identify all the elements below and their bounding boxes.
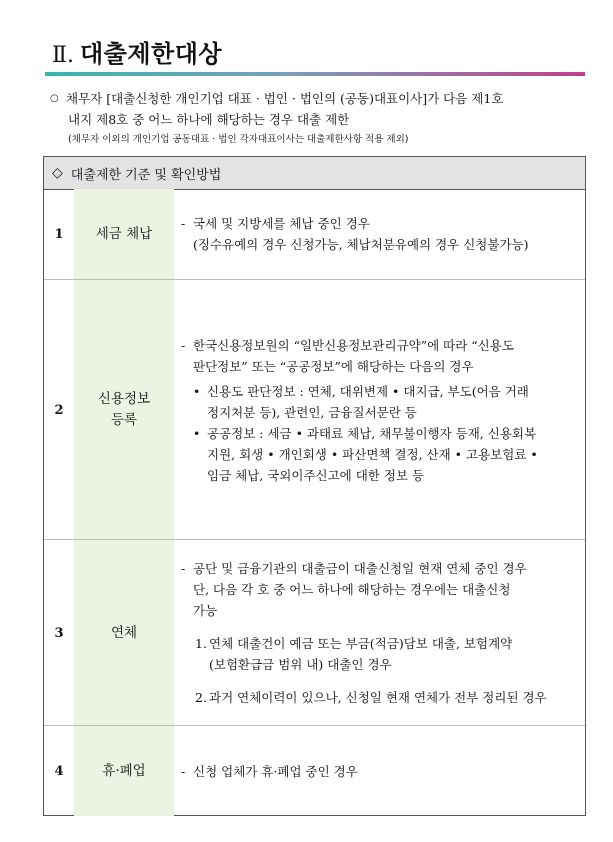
row-description xyxy=(174,540,585,726)
desc-line: 공공정보 : 세금 • 과태료 체납, 채무불이행자 등재, 신용회복 xyxy=(207,425,537,441)
row-description xyxy=(174,280,585,540)
intro-paragraph xyxy=(50,88,590,149)
table-header-label: 대출제한 기준 및 확인방법 xyxy=(70,167,222,183)
desc-line: 정지처분 등), 관련인, 금융질서문란 등 xyxy=(207,404,417,420)
row-number: 4 xyxy=(54,763,64,779)
row-description xyxy=(174,189,585,279)
table-row xyxy=(44,725,585,816)
bullet-marker: • xyxy=(193,383,201,399)
desc-line: 공단 및 금융기관의 대출금이 대출신청일 현재 연체 중인 경우 xyxy=(193,561,527,576)
desc-line: 지원, 회생 • 개인회생 • 파산면책 결정, 산재 • 고용보험료 • xyxy=(207,446,538,462)
desc-line: 신청 업체가 휴·폐업 중인 경우 xyxy=(193,763,358,779)
desc-line: 과거 연체이력이 있으나, 신청일 현재 연체가 전부 정리된 경우 xyxy=(209,690,547,705)
number-marker: 1. xyxy=(195,636,207,651)
dash-marker: - xyxy=(181,561,186,576)
row-number: 3 xyxy=(54,625,64,641)
desc-line: 단, 다음 각 호 중 어느 하나에 해당하는 경우에는 대출신청 xyxy=(193,582,511,597)
table-row xyxy=(44,189,585,279)
category-line: 신용정보 xyxy=(97,391,151,407)
desc-line: (보험환급금 범위 내) 대출인 경우 xyxy=(209,657,392,672)
desc-line: 판단정보” 또는 “공공정보”에 해당하는 다음의 경우 xyxy=(193,358,474,374)
row-number: 1 xyxy=(54,226,64,242)
row-category: 연체 xyxy=(74,540,174,726)
category-line: 등록 xyxy=(110,412,138,428)
section-number: Ⅱ. xyxy=(52,43,74,68)
row-category xyxy=(74,280,174,540)
desc-line: 임금 체납, 국외이주신고에 대한 정보 등 xyxy=(207,467,425,483)
desc-line: 한국신용정보원의 “일반신용정보관리규약”에 따라 “신용도 xyxy=(193,337,514,353)
table-row xyxy=(44,279,585,540)
table-row xyxy=(44,539,585,726)
row-category: 휴·폐업 xyxy=(74,726,174,816)
intro-note: (채무자 이외의 개인기업 공동대표 · 법인 각자대표이사는 대출제한사항 적용 제외) xyxy=(68,134,409,145)
desc-line: (징수유예의 경우 신청가능, 체납처분유예의 경우 신청불가능) xyxy=(193,237,529,252)
desc-line: 가능 xyxy=(193,603,218,618)
dash-marker: - xyxy=(181,763,186,779)
dash-marker: - xyxy=(181,216,186,231)
heading-underline xyxy=(45,72,585,76)
desc-line: 연체 대출건이 예금 또는 부금(적금)담보 대출, 보험계약 xyxy=(209,636,513,651)
desc-line: 신용도 판단정보 : 연체, 대위변제 • 대지급, 부도(어음 거래 xyxy=(207,383,529,399)
restriction-table xyxy=(43,156,586,816)
intro-line-2: 내지 제8호 중 어느 하나에 해당하는 경우 대출 제한 xyxy=(68,112,350,127)
row-description xyxy=(174,726,585,816)
number-marker: 2. xyxy=(195,690,207,705)
circle-bullet-icon: ○ xyxy=(50,93,59,104)
table-header xyxy=(44,157,585,190)
section-heading xyxy=(52,34,222,69)
desc-line: 국세 및 지방세를 체납 중인 경우 xyxy=(193,216,370,231)
dash-marker: - xyxy=(181,337,186,353)
bullet-marker: • xyxy=(193,425,201,441)
diamond-icon: ◇ xyxy=(52,165,63,181)
row-number: 2 xyxy=(54,402,64,418)
intro-line-1: 채무자 [대출신청한 개인기업 대표 · 법인 · 법인의 (공동)대표이사]가 다음 제1호 xyxy=(66,91,504,106)
row-category: 세금 체납 xyxy=(74,189,174,279)
section-title: 대출제한대상 xyxy=(79,40,223,68)
